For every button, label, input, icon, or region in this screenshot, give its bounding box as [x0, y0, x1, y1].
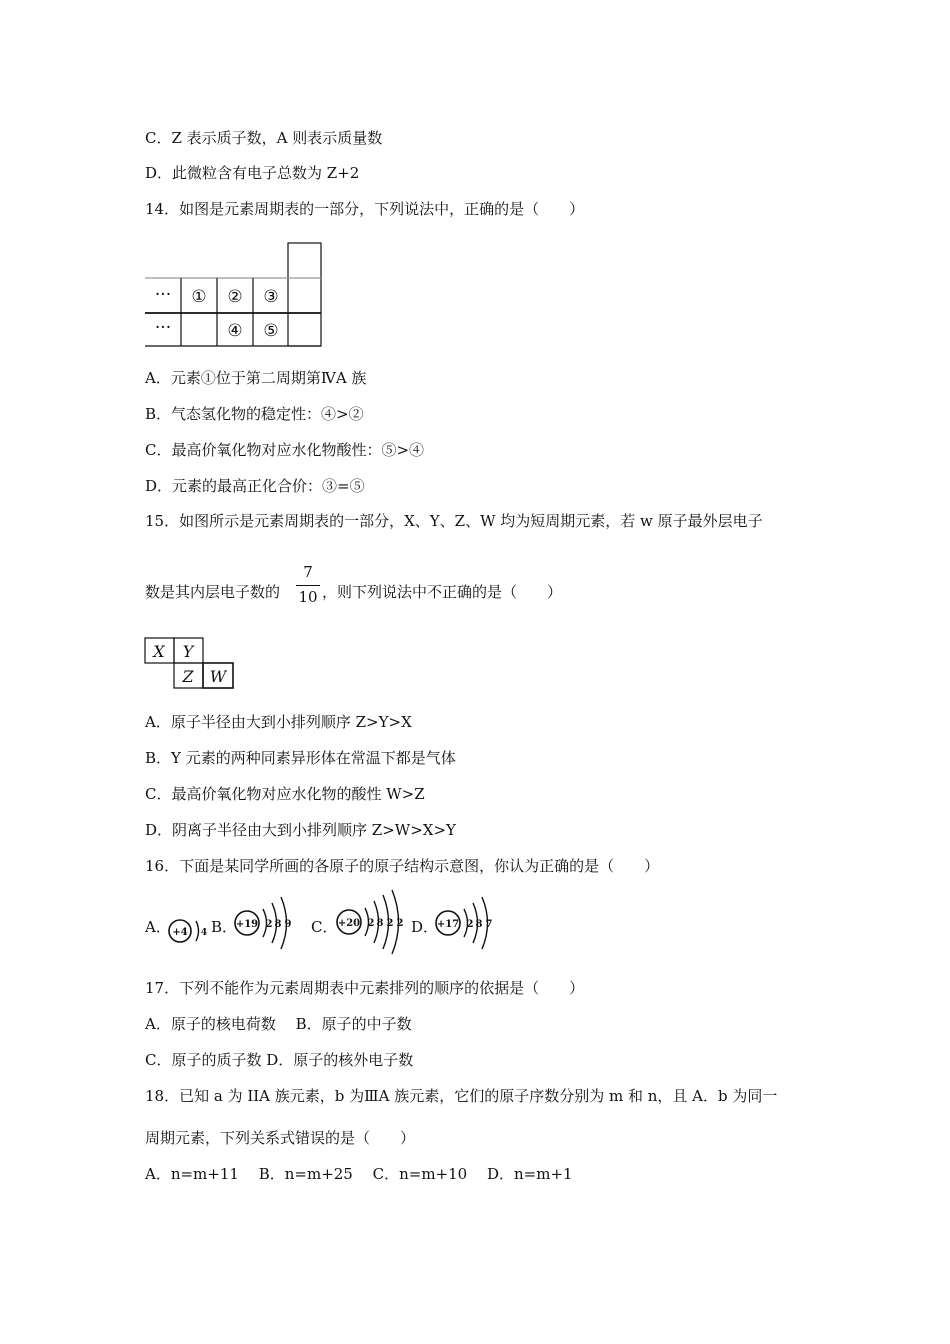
- q18-options: A．n=m+11 B．n=m+25 C．n=m+10 D．n=m+1: [145, 1165, 573, 1183]
- q14-stem: 14．如图是元素周期表的一部分，下列说法中，正确的是（ ）: [145, 200, 585, 218]
- q16-d-shell-3: 7: [485, 919, 493, 930]
- q16-b-shell-1: 2: [265, 919, 273, 930]
- q15-option-a: A．原子半径由大到小排列顺序 Z>Y>X: [145, 713, 412, 731]
- q18-stem-line1: 18．已知 a 为 IIA 族元素，b 为ⅢA 族元素，它们的原子序数分别为 m 和 n，且 A．b 为同一: [145, 1087, 778, 1105]
- q13-option-d: D．此微粒含有电子总数为 Z+2: [145, 164, 360, 182]
- q15-fraction-numerator: 7: [303, 563, 313, 581]
- q16-atom-diagram-a: [166, 916, 210, 946]
- q15-fraction-bar: [296, 585, 320, 586]
- q14-cell-r1c4: ③: [263, 287, 279, 307]
- q16-atom-diagram-c: [332, 888, 412, 956]
- q15-option-b: B．Y 元素的两种同素异形体在常温下都是气体: [145, 749, 456, 767]
- q16-c-shell-2: 8: [376, 918, 384, 929]
- q16-c-shell-4: 2: [396, 918, 404, 929]
- q15-stem-line2-a: 数是其内层电子数的: [145, 583, 281, 601]
- q16-d-shell-2: 8: [475, 919, 483, 930]
- q16-option-c-label: C．: [311, 918, 338, 936]
- q15-cell-w: W: [209, 667, 227, 686]
- q16-b-shell-3: 9: [284, 919, 292, 930]
- q13-option-c: C．Z 表示质子数，A 则表示质量数: [145, 129, 383, 147]
- q16-option-d-label: D．: [411, 918, 439, 936]
- q14-cell-r2c1: ···: [154, 318, 172, 338]
- q16-c-shell-3: 2: [386, 918, 394, 929]
- q16-c-shell-1: 2: [367, 918, 375, 929]
- q15-cell-z: Z: [182, 667, 194, 686]
- q14-periodic-table-figure: [145, 242, 325, 350]
- q15-stem-line2-b: ，则下列说法中不正确的是（ ）: [322, 583, 563, 601]
- q16-atom-diagram-d: [432, 893, 498, 953]
- q18-stem-line2: 周期元素，下列关系式错误的是（ ）: [145, 1129, 416, 1147]
- q14-option-c: C．最高价氧化物对应水化物酸性：⑤>④: [145, 441, 425, 459]
- q16-d-nucleus: +17: [436, 919, 460, 930]
- q14-option-b: B．气态氢化物的稳定性：④>②: [145, 405, 364, 423]
- q16-stem: 16．下面是某同学所画的各原子的原子结构示意图，你认为正确的是（ ）: [145, 857, 660, 875]
- q14-cell-r2c4: ⑤: [263, 321, 279, 341]
- q17-options-cd: C．原子的质子数 D．原子的核外电子数: [145, 1051, 414, 1069]
- q15-fraction-denominator: 10: [298, 588, 318, 606]
- q17-stem: 17．下列不能作为元素周期表中元素排列的顺序的依据是（ ）: [145, 979, 585, 997]
- q14-cell-r1c3: ②: [227, 287, 243, 307]
- q14-option-a: A．元素①位于第二周期第ⅣA 族: [145, 369, 367, 387]
- q15-option-c: C．最高价氧化物对应水化物的酸性 W>Z: [145, 785, 425, 803]
- q16-b-shell-2: 8: [274, 919, 282, 930]
- q16-option-b-label: B．: [211, 918, 238, 936]
- q16-a-shell-1: 4: [200, 928, 208, 938]
- q16-option-a-label: A．: [145, 918, 171, 936]
- q15-option-d: D．阴离子半径由大到小排列顺序 Z>W>X>Y: [145, 821, 456, 839]
- q15-cell-y: Y: [182, 642, 194, 661]
- q14-cell-r1c1: ···: [154, 285, 172, 305]
- q16-c-nucleus: +20: [337, 918, 361, 929]
- q15-stem-line1: 15．如图所示是元素周期表的一部分，X、Y、Z、W 均为短周期元素，若 w 原子最外层电子: [145, 512, 763, 530]
- q17-options-ab: A．原子的核电荷数 B．原子的中子数: [145, 1015, 412, 1033]
- q14-cell-r2c3: ④: [227, 321, 243, 341]
- q14-option-d: D．元素的最高正化合价：③=⑤: [145, 477, 365, 495]
- q14-cell-r1c2: ①: [191, 287, 207, 307]
- q16-b-nucleus: +19: [235, 919, 259, 930]
- q16-d-shell-1: 2: [466, 919, 474, 930]
- q16-atom-diagram-b: [231, 893, 297, 953]
- q15-cell-x: X: [153, 642, 165, 661]
- q16-a-nucleus: +4: [172, 927, 188, 938]
- q15-periodic-table-figure: [144, 636, 238, 692]
